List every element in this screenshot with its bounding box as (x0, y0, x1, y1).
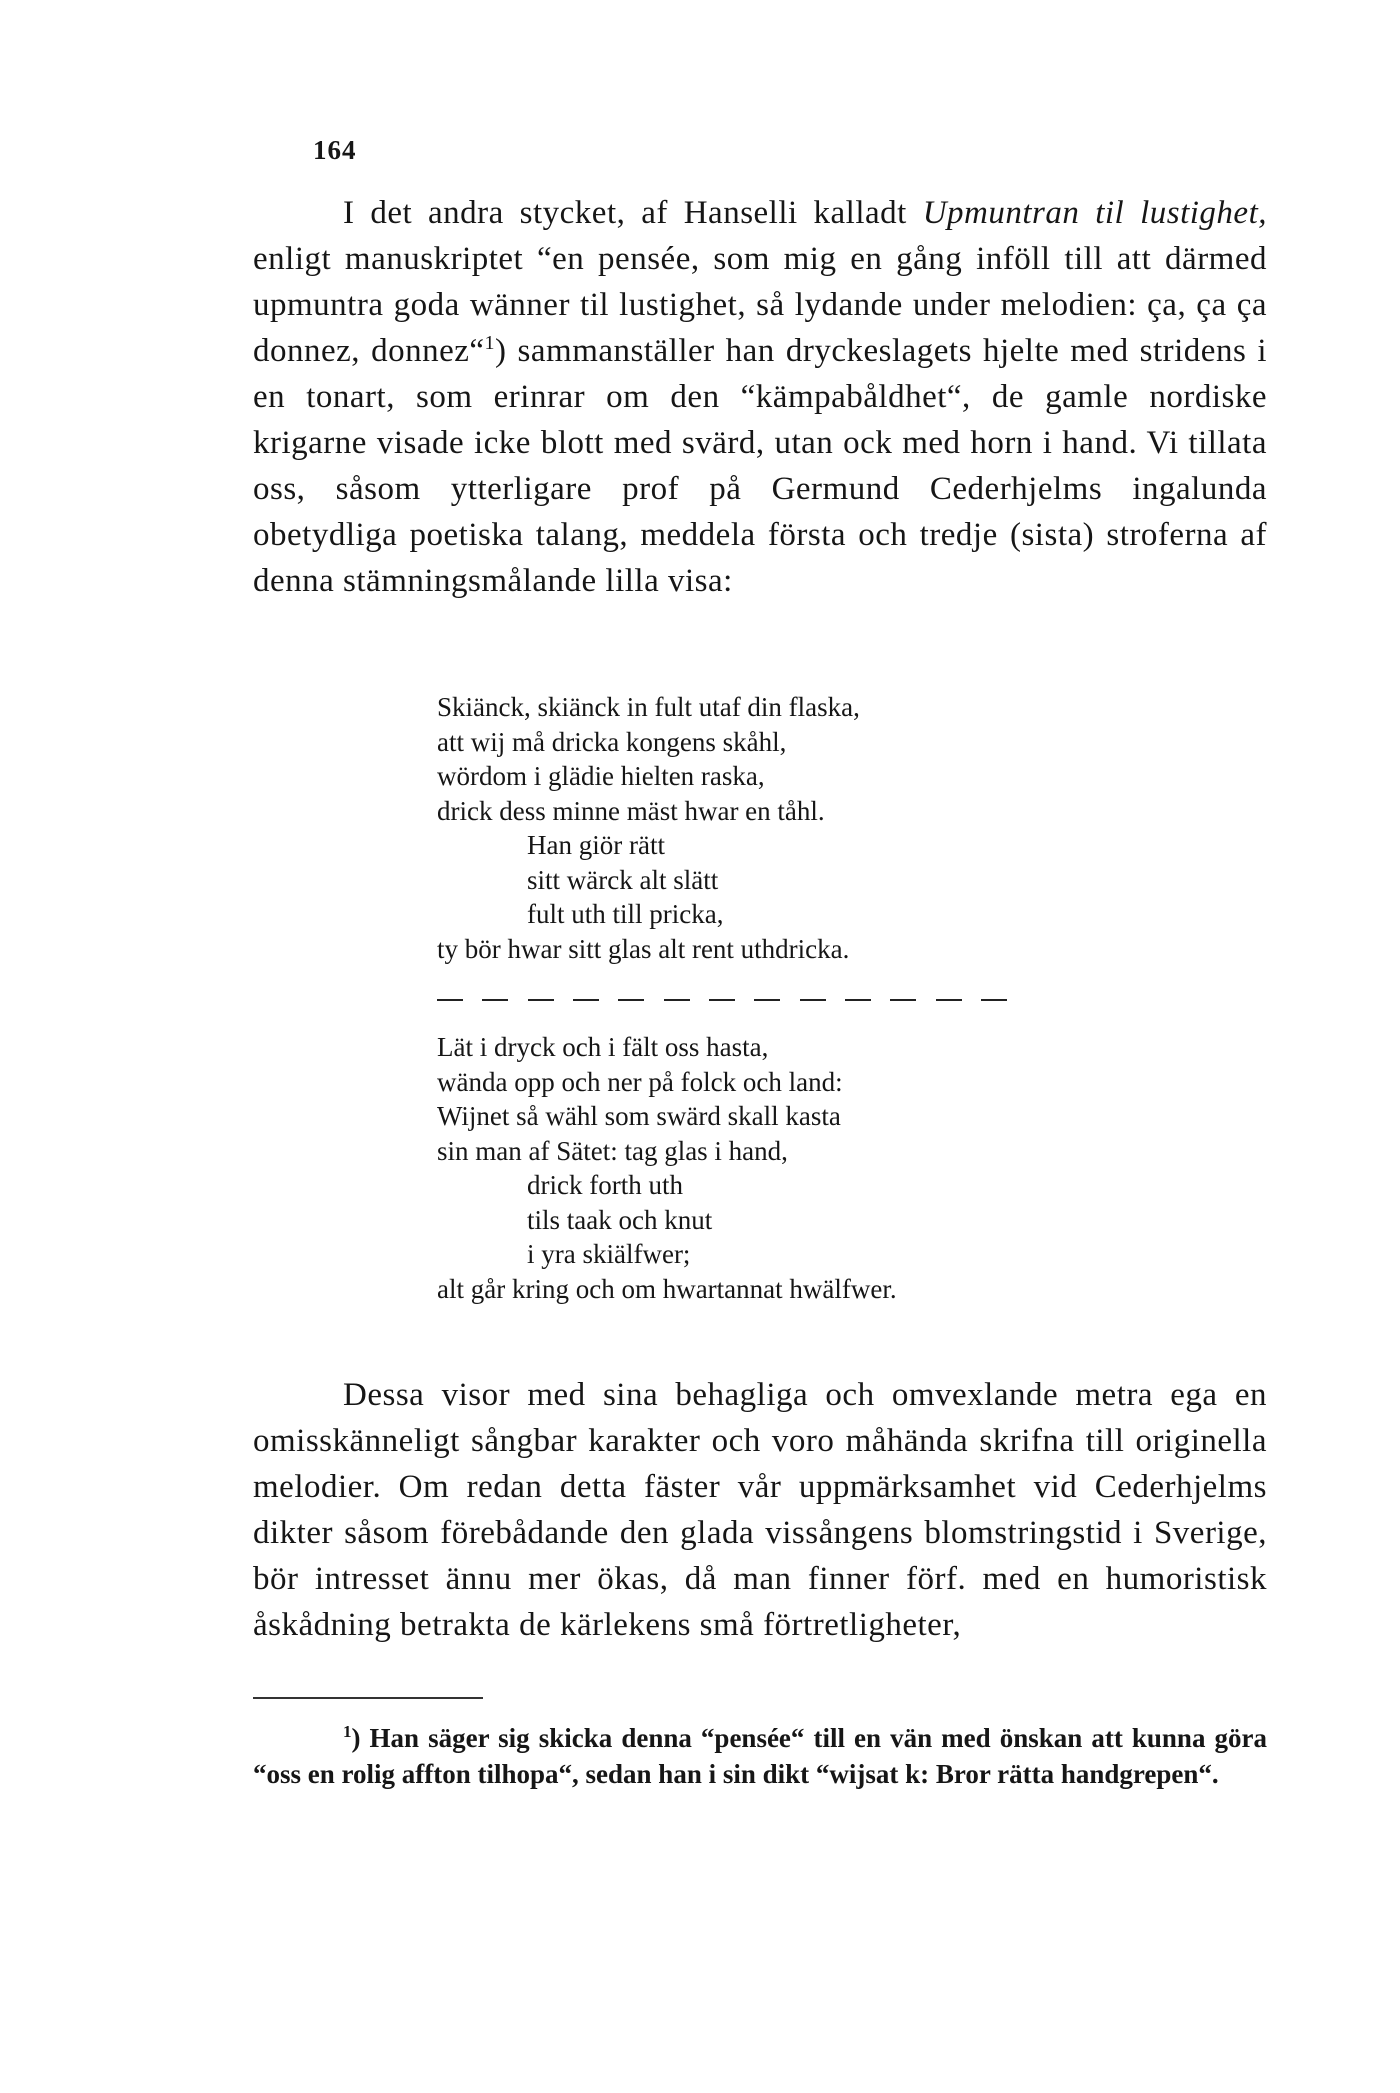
verse-line: wända opp och ner på folck och land: (437, 1066, 843, 1097)
footnote-marker: 1 (343, 1722, 352, 1741)
verse-line-indented: fult uth till pricka, (527, 899, 724, 929)
footnote-text: ) Han säger sig skicka denna “pensée“ till en vän med önskan att kunna göra “oss en rolig affton tilhopa“, sedan han i sin dikt “wijsat k: Bror rätta handgrepen“. (253, 1723, 1267, 1789)
dash (573, 999, 599, 1001)
paragraph-1-text-a: I det andra stycket, af Hanselli kalladt (343, 195, 923, 231)
verse-line-indented: drick forth uth (527, 1170, 683, 1200)
dash (754, 999, 780, 1001)
song-title: Upmuntran til lustighet, (922, 195, 1267, 231)
footnote (253, 1720, 1267, 1792)
dash (528, 999, 554, 1001)
verse-line: att wij må dricka kongens skåhl, (437, 726, 787, 757)
verse-line: alt går kring och om hwartannat hwälfwer. (437, 1273, 897, 1304)
paragraph-2-text: Dessa visor med sina behagliga och omvexlande metra ega en omisskänneligt sångbar karakter och voro måhända skrifna till originella melodier. Om redan detta fäster vår uppmärksamhet vid Cederhjelms dikter såsom förebådande den glada vissångens blomstringstid i Sverige, bör intresset ännu mer ökas, då man finner förf. med en humoristisk åskådning betrakta de kärlekens små förtretligheter, (253, 1377, 1267, 1643)
body-paragraph-2 (253, 1372, 1267, 1648)
poem-stanza-1 (437, 690, 860, 966)
dash (890, 999, 916, 1001)
footnote-divider (253, 1697, 483, 1699)
omission-dash-row (437, 990, 1007, 1010)
dash (709, 999, 735, 1001)
verse-line-indented: sitt wärck alt slätt (527, 864, 719, 895)
verse-line: sin man af Sätet: tag glas i hand, (437, 1135, 788, 1166)
verse-line-indented: i yra skiälfwer; (527, 1239, 691, 1269)
page-number: 164 (313, 135, 357, 165)
poem-stanza-2 (437, 1030, 897, 1306)
dash (437, 999, 463, 1001)
paragraph-1-text-b: enligt manuskriptet “en pensée, som mig en gång inföll till att därmed upmuntra goda wänner til lustighet, så lydande under melodien: ça, ça ça donnez, donnez“ (253, 241, 1267, 369)
dash (845, 999, 871, 1001)
dash (618, 999, 644, 1001)
dash (981, 999, 1007, 1001)
verse-line: ty bör hwar sitt glas alt rent uthdricka. (437, 933, 850, 964)
verse-line: Wijnet så wähl som swärd skall kasta (437, 1101, 841, 1131)
dash (664, 999, 690, 1001)
verse-line-indented: tils taak och knut (527, 1204, 713, 1235)
dash (800, 999, 826, 1001)
verse-line: wördom i glädie hielten raska, (437, 761, 765, 791)
verse-line: Lät i dryck och i fält oss hasta, (437, 1032, 769, 1062)
verse-line: Skiänck, skiänck in fult utaf din flaska, (437, 692, 860, 722)
paragraph-1-text-c: ) sammanställer han dryckeslagets hjelte med stridens i en tonart, som erinrar om den “kämpabåldhet“, de gamle nordiske krigarne visade icke blott med svärd, utan ock med horn i hand. Vi tillata oss, såsom ytterligare prof på Germund Cederhjelms ingalunda obetydliga poetiska talang, meddela första och tredje (sista) stroferna af denna stämningsmålande lilla visa: (253, 333, 1267, 599)
footnote-reference: 1 (484, 332, 496, 354)
body-paragraph-1 (253, 190, 1267, 604)
dash (482, 999, 508, 1001)
verse-line: drick dess minne mäst hwar en tåhl. (437, 795, 825, 826)
verse-line-indented: Han giör rätt (527, 830, 665, 860)
dash (936, 999, 962, 1001)
